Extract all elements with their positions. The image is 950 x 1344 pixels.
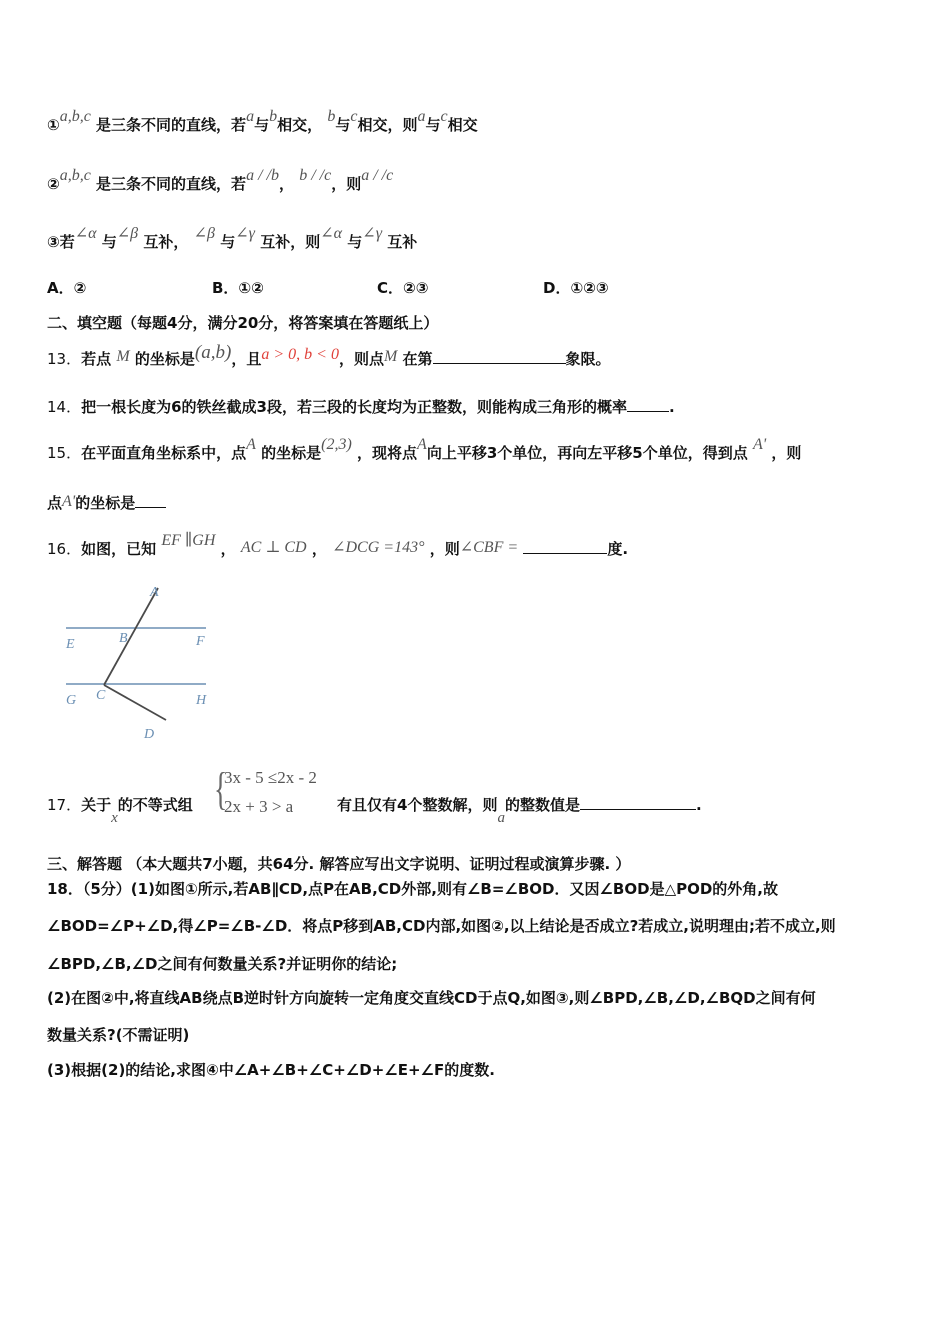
- question-number: 13．: [47, 350, 82, 368]
- question-18-line4: (2)在图②中,将直线AB绕点B逆时针方向旋转一定角度交直线CD于点Q,如图③,则∠BPD,∠B,∠D,∠BQD之间有何: [47, 989, 816, 1007]
- text: 有且仅有4个整数解，则: [337, 796, 498, 814]
- math-b: b: [327, 108, 336, 125]
- inequality-system: [214, 764, 334, 824]
- question-number: 16．: [47, 540, 82, 558]
- question-number: 15．: [47, 444, 82, 462]
- math-A-prime: A': [752, 436, 767, 453]
- text: 的坐标是: [134, 350, 195, 368]
- question-18-line5: 数量关系?(不需证明): [47, 1026, 190, 1044]
- math-M: M: [116, 348, 130, 365]
- text: ，现将点: [357, 444, 418, 462]
- statement-1-number: ①: [47, 116, 60, 134]
- text: 相交: [447, 116, 478, 134]
- question-18-line2: ∠BOD=∠P+∠D,得∠P=∠B-∠D．将点P移到AB,CD内部,如图②,以上结论是否成立?若成立,说明理由;若不成立,则: [47, 917, 836, 935]
- text: 与: [335, 116, 351, 134]
- option-d[interactable]: D．①②③: [543, 279, 609, 297]
- text: 是三条不同的直线，若: [96, 116, 247, 134]
- text: ，则: [429, 540, 460, 558]
- text: 与: [220, 233, 236, 251]
- text: 的坐标是: [75, 494, 136, 512]
- text: 若点: [81, 350, 112, 368]
- math-coord: (2,3): [321, 436, 352, 453]
- math-c: c: [350, 108, 358, 125]
- text: ，: [311, 540, 327, 558]
- math-parallel: EF ∥GH: [161, 532, 216, 549]
- text: ，: [278, 175, 294, 193]
- option-b[interactable]: B．①②: [212, 279, 264, 297]
- text: 在第: [402, 350, 433, 368]
- text: 互补: [387, 233, 418, 251]
- option-c[interactable]: C．②③: [377, 279, 429, 297]
- label-d: D: [144, 727, 155, 742]
- text: 相交，则: [357, 116, 418, 134]
- question-17-tail: [337, 794, 702, 826]
- label-f: F: [196, 634, 205, 649]
- text: .: [695, 796, 702, 814]
- line-cd: [104, 685, 166, 720]
- inequality-2: 2x + 3 > a: [224, 797, 294, 816]
- math-angle: ∠α: [320, 225, 343, 242]
- text: ，: [220, 540, 236, 558]
- math-angle: ∠γ: [235, 225, 255, 242]
- text: .: [668, 398, 675, 416]
- answer-blank[interactable]: [627, 397, 669, 412]
- answer-blank[interactable]: [135, 493, 166, 508]
- statement-2-number: ②: [47, 175, 60, 193]
- text: 的坐标是: [261, 444, 322, 462]
- label-h: H: [196, 693, 207, 708]
- question-18-line1: 18．（5分）(1)如图①所示,若AB∥CD,点P在AB,CD外部,则有∠B=∠BOD．又因∠BOD是△POD的外角,故: [47, 880, 778, 898]
- inequality-1: 3x - 5 ≤2x - 2: [224, 768, 317, 787]
- math-a: a: [246, 108, 255, 125]
- text: 的整数值是: [504, 796, 580, 814]
- math-a: a: [497, 810, 505, 826]
- text: 相交，: [277, 116, 323, 134]
- text: 与: [101, 233, 117, 251]
- text: 的不等式组: [117, 796, 193, 814]
- question-16: [47, 532, 629, 559]
- answer-blank[interactable]: [433, 349, 566, 364]
- section-3-heading: 三、解答题 （本大题共7小题，共64分. 解答应写出文字说明、证明过程或演算步骤. ）: [47, 855, 631, 873]
- text: 点: [47, 494, 63, 512]
- label-a: A: [150, 585, 159, 600]
- answer-blank[interactable]: [580, 795, 696, 810]
- statement-2: [47, 167, 394, 194]
- math-angle-dcg: ∠DCG =143°: [332, 539, 425, 556]
- text: 在平面直角坐标系中，点: [81, 444, 247, 462]
- line-ac: [104, 588, 158, 685]
- math-angle: ∠β: [116, 225, 139, 242]
- math-angle: ∠β: [193, 225, 215, 242]
- question-13: [47, 342, 611, 370]
- math-A: A: [417, 436, 427, 453]
- math-perpendicular: AC ⊥ CD: [240, 539, 307, 556]
- text: 象限。: [565, 350, 611, 368]
- label-e: E: [66, 637, 75, 652]
- math-A-prime: A': [62, 493, 76, 510]
- text: 与: [347, 233, 363, 251]
- math-coord: (a,b): [194, 342, 232, 363]
- figure-16: [58, 585, 228, 745]
- math-vars: a,b,c: [59, 108, 91, 125]
- math-b: b: [269, 108, 278, 125]
- text: 互补，: [143, 233, 189, 251]
- question-14: [47, 396, 675, 417]
- answer-blank[interactable]: [523, 539, 607, 554]
- question-number: 17．: [47, 796, 82, 814]
- math-vars: a,b,c: [59, 167, 91, 184]
- statement-3-number: ③若: [47, 233, 75, 251]
- text: 与: [425, 116, 441, 134]
- statement-3: [47, 225, 418, 252]
- statement-1: [47, 108, 478, 135]
- text: 与: [254, 116, 270, 134]
- math-expr: a / /c: [361, 167, 394, 184]
- math-A: A: [246, 436, 256, 453]
- math-expr: a / /b: [246, 167, 279, 184]
- label-g: G: [66, 693, 77, 708]
- text: ，则点: [338, 350, 384, 368]
- section-2-heading: 二、填空题（每题4分，满分20分，将答案填在答题纸上）: [47, 314, 439, 332]
- question-15-line2: [47, 492, 166, 513]
- option-a[interactable]: A．②: [47, 279, 87, 297]
- math-a: a: [417, 108, 426, 125]
- math-angle: ∠α: [74, 225, 97, 242]
- text: ，则: [331, 175, 362, 193]
- question-18-line6: (3)根据(2)的结论,求图④中∠A+∠B+∠C+∠D+∠E+∠F的度数.: [47, 1061, 495, 1079]
- label-b: B: [119, 631, 128, 646]
- math-c: c: [440, 108, 448, 125]
- math-angle: ∠γ: [362, 225, 382, 242]
- text: 是三条不同的直线，若: [96, 175, 247, 193]
- question-18-line3: ∠BPD,∠B,∠D之间有何数量关系?并证明你的结论;: [47, 955, 398, 973]
- math-x: x: [111, 810, 118, 826]
- math-angle-cbf: ∠CBF =: [459, 539, 519, 556]
- question-17: [47, 794, 193, 826]
- text: 互补，则: [260, 233, 321, 251]
- label-c: C: [96, 688, 106, 703]
- text: 把一根长度为6的铁丝截成3段，若三段的长度均为正整数，则能构成三角形的概率: [81, 398, 627, 416]
- question-number: 14．: [47, 398, 82, 416]
- text: 向上平移3个单位，再向左平移5个单位，得到点: [426, 444, 748, 462]
- text: 关于: [81, 796, 112, 814]
- math-condition: a > 0, b < 0: [261, 346, 339, 363]
- text: 如图，已知: [81, 540, 157, 558]
- math-expr: b / /c: [299, 167, 332, 184]
- text: ，且: [231, 350, 262, 368]
- text: 度.: [607, 540, 629, 558]
- brace-icon: {: [214, 763, 228, 814]
- question-15: [47, 436, 802, 463]
- text: ，则: [771, 444, 802, 462]
- math-M: M: [383, 348, 398, 365]
